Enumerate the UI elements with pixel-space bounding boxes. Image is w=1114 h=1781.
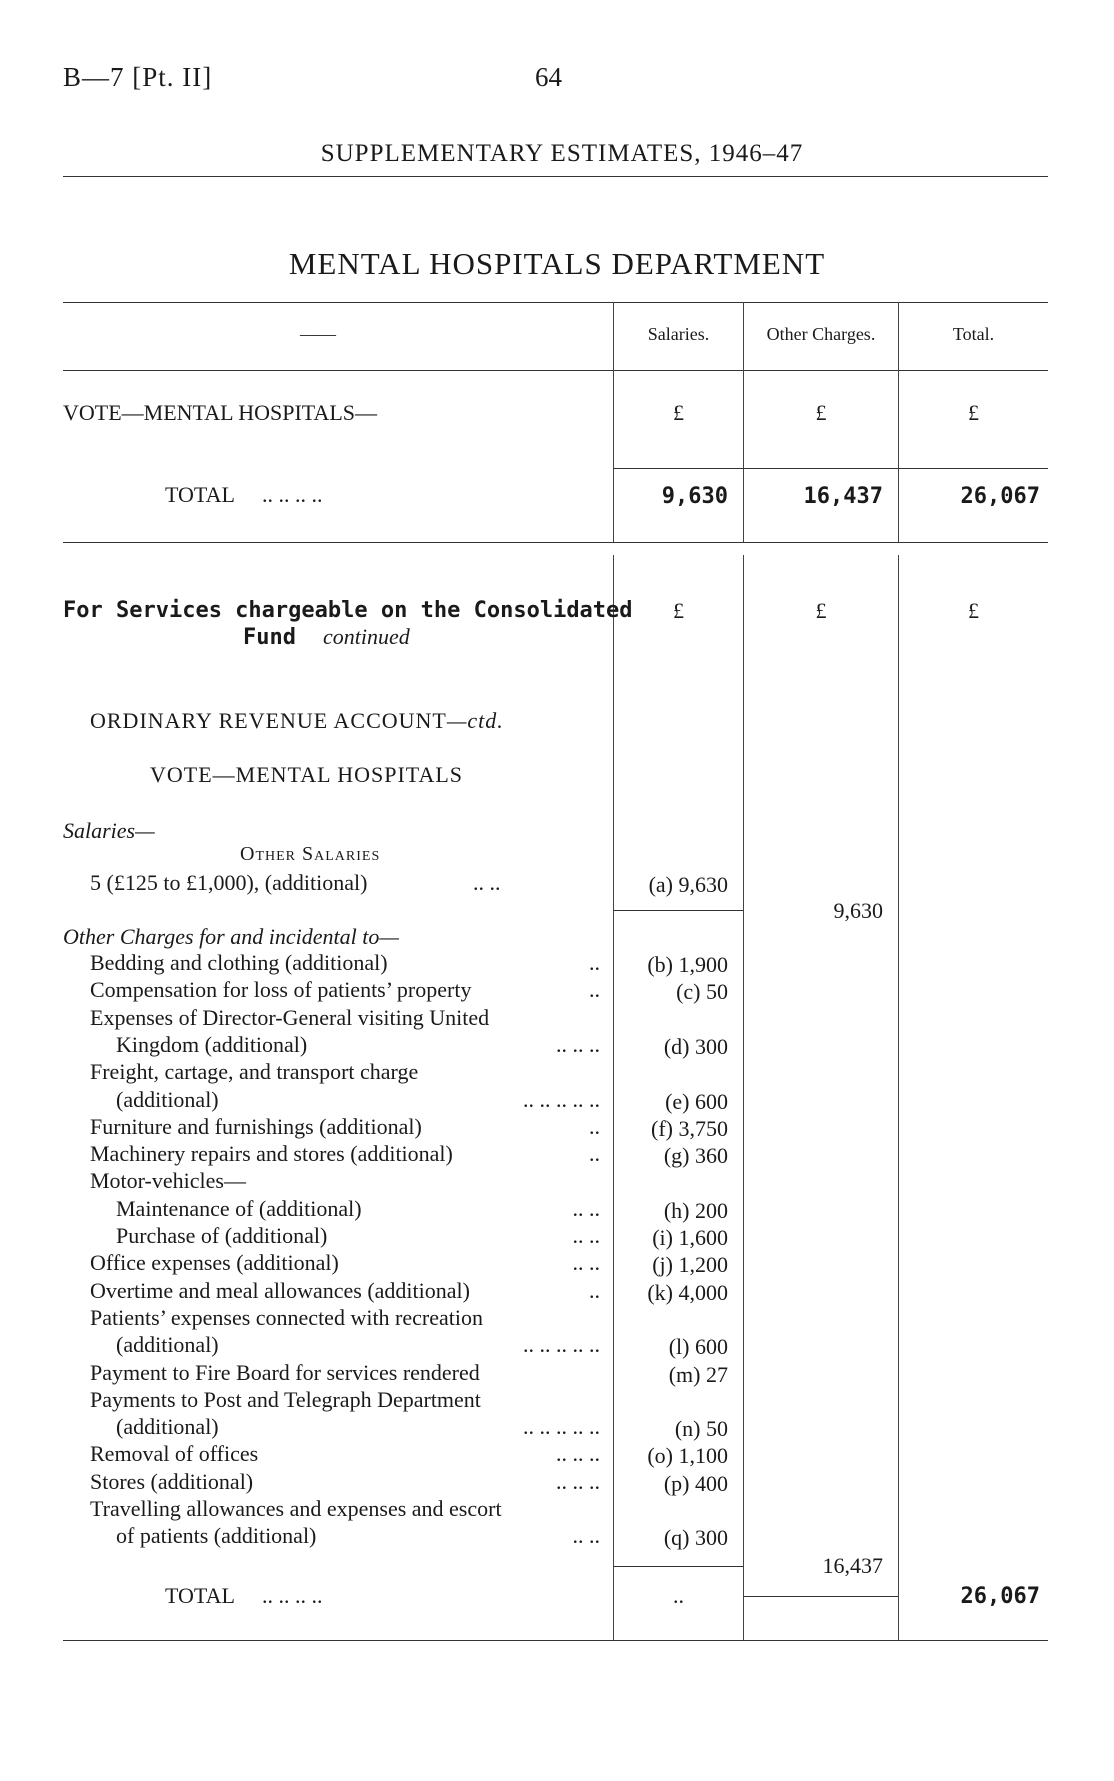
charge-item-leaders: .. .. .. .. .. — [523, 1087, 600, 1112]
charge-item-label: Overtime and meal allowances (additional) — [90, 1278, 470, 1303]
charge-item-value: (p) 400 — [663, 1471, 728, 1496]
charge-item-value: (o) 1,100 — [647, 1443, 728, 1468]
charge-item-value: (q) 300 — [663, 1525, 728, 1550]
charges-end-rule — [613, 1566, 743, 1567]
charge-item-value: (m) 27 — [668, 1362, 728, 1387]
summary-total-leaders: .. .. .. .. — [262, 482, 323, 507]
charge-item-value: (n) 50 — [674, 1416, 728, 1441]
summary-salaries-value: 9,630 — [661, 484, 728, 509]
charge-item-label: Office expenses (additional) — [90, 1250, 339, 1275]
services-continued: continued — [323, 624, 410, 649]
charge-item-leaders: .. — [589, 977, 600, 1002]
charge-item-value: (h) 200 — [663, 1198, 728, 1223]
salary-item: 5 (£125 to £1,000), (additional) — [90, 870, 368, 895]
vote-heading: VOTE—MENTAL HOSPITALS — [150, 762, 464, 787]
charge-item-leaders: .. .. .. — [556, 1032, 600, 1057]
charge-item-leaders: .. .. — [572, 1250, 600, 1275]
charge-item-label: Freight, cartage, and transport charge — [90, 1059, 419, 1084]
column-divider — [898, 555, 899, 1640]
charge-item-label: Payment to Fire Board for services rendered — [90, 1360, 480, 1385]
other-salaries-heading: Other Salaries — [240, 843, 381, 865]
column-header-rule — [63, 370, 1048, 371]
column-divider — [743, 555, 744, 1640]
page-title: SUPPLEMENTARY ESTIMATES, 1946–47 — [320, 140, 804, 167]
charge-item-leaders: .. .. .. — [556, 1469, 600, 1494]
charge-item-value: (f) 3,750 — [651, 1116, 728, 1141]
salaries-subtotal-rule — [613, 910, 743, 911]
column-header-other-charges: Other Charges. — [766, 324, 876, 344]
charge-item-leaders: .. .. .. .. .. — [523, 1332, 600, 1357]
charge-item-leaders: .. — [589, 1141, 600, 1166]
charge-item-label: Machinery repairs and stores (additional) — [90, 1141, 453, 1166]
subtotal-rule — [613, 468, 1048, 469]
charge-item-label: Bedding and clothing (additional) — [90, 950, 388, 975]
charge-item-value: (i) 1,600 — [652, 1225, 728, 1250]
currency-total: £ — [968, 598, 979, 623]
charge-item-value: (e) 600 — [665, 1089, 728, 1114]
charge-item-label: Maintenance of (additional) — [116, 1196, 362, 1221]
vote-label: VOTE—MENTAL HOSPITALS— — [63, 400, 378, 425]
charge-item-label: Stores (additional) — [90, 1469, 254, 1494]
detail-total-leaders: .. .. .. .. — [262, 1583, 323, 1608]
account-heading-text: ORDINARY REVENUE ACCOUNT — [90, 708, 447, 733]
charge-item-label: Furniture and furnishings (additional) — [90, 1114, 422, 1139]
currency-salaries: £ — [673, 598, 684, 623]
summary-bottom-rule — [63, 542, 1048, 543]
services-heading-fund: Fund — [243, 625, 296, 650]
department-title: MENTAL HOSPITALS DEPARTMENT — [288, 246, 826, 281]
column-header-total: Total. — [952, 324, 995, 344]
charge-item-label: of patients (additional) — [116, 1523, 317, 1548]
charge-item-value: (k) 4,000 — [647, 1280, 728, 1305]
currency-other-charges: £ — [815, 598, 827, 623]
charge-item-leaders: .. .. .. — [556, 1441, 600, 1466]
charge-item-value: (g) 360 — [663, 1143, 728, 1168]
salary-item-leaders: .. .. — [473, 870, 501, 895]
grand-total: 26,067 — [960, 1584, 1040, 1609]
salary-item-value: (a) 9,630 — [648, 872, 728, 897]
charge-item-label: Expenses of Director-General visiting United — [90, 1005, 490, 1030]
charge-item-label: Patients’ expenses connected with recreation — [90, 1305, 483, 1330]
charge-item-leaders: .. — [589, 1278, 600, 1303]
charge-item-leaders: .. — [589, 1114, 600, 1139]
page-number: 64 — [535, 62, 562, 92]
charge-item-value: (c) 50 — [676, 979, 728, 1004]
table-top-rule — [63, 302, 1048, 303]
charge-item-leaders: .. .. — [572, 1223, 600, 1248]
charge-item-label: (additional) — [116, 1414, 219, 1439]
column-header-blank: —— — [300, 324, 336, 344]
currency-salaries: £ — [673, 400, 684, 425]
charges-heading: Other Charges for and incidental to— — [63, 924, 399, 949]
salaries-heading: Salaries— — [63, 818, 155, 843]
column-header-salaries: Salaries. — [647, 324, 710, 344]
charge-item-value: (j) 1,200 — [652, 1252, 728, 1277]
header-rule — [63, 176, 1048, 177]
currency-other-charges: £ — [815, 400, 827, 425]
account-heading-suffix: —ctd. — [446, 708, 504, 733]
charge-item-label: (additional) — [116, 1332, 219, 1357]
currency-total: £ — [968, 400, 979, 425]
detail-total-salaries: .. — [673, 1583, 684, 1608]
charge-item-label: Motor-vehicles— — [90, 1168, 246, 1193]
charges-subtotal-rule — [743, 1596, 898, 1597]
charge-item-leaders: .. — [589, 950, 600, 975]
charges-subtotal: 16,437 — [822, 1553, 883, 1578]
summary-other-charges-value: 16,437 — [803, 484, 883, 509]
table-bottom-rule — [63, 1640, 1048, 1641]
charge-item-label: Compensation for loss of patients’ property — [90, 977, 472, 1002]
charge-item-value: (l) 600 — [668, 1334, 728, 1359]
services-heading: For Services chargeable on the Consolidated — [63, 598, 633, 623]
salaries-subtotal: 9,630 — [833, 898, 883, 923]
charge-item-label: Purchase of (additional) — [116, 1223, 328, 1248]
charge-item-leaders: .. .. .. .. .. — [523, 1414, 600, 1439]
charge-item-label: Removal of offices — [90, 1441, 259, 1466]
document-reference: B—7 [Pt. II] — [63, 62, 213, 92]
charge-item-leaders: .. .. — [572, 1523, 600, 1548]
charge-item-label: (additional) — [116, 1087, 219, 1112]
charge-item-leaders: .. .. — [572, 1196, 600, 1221]
summary-total-label: TOTAL — [165, 482, 235, 507]
summary-total-value: 26,067 — [960, 484, 1040, 509]
charge-item-value: (d) 300 — [663, 1034, 728, 1059]
charge-item-label: Payments to Post and Telegraph Department — [90, 1387, 481, 1412]
charge-item-value: (b) 1,900 — [647, 952, 728, 977]
charge-item-label: Kingdom (additional) — [116, 1032, 308, 1057]
charge-item-label: Travelling allowances and expenses and escort — [90, 1496, 502, 1521]
detail-total-label: TOTAL — [165, 1583, 235, 1608]
account-heading — [90, 708, 504, 734]
